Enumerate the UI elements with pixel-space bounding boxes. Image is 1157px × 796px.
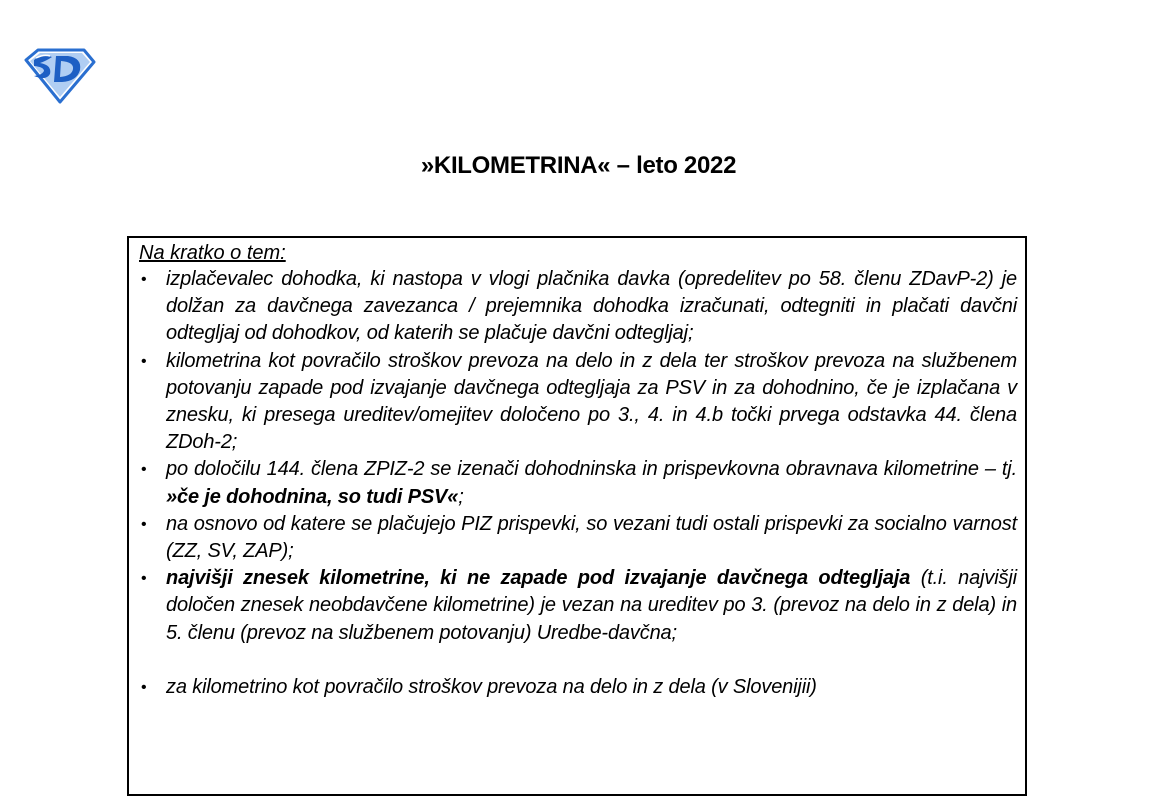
bullet-icon: • bbox=[141, 678, 147, 696]
list-item bbox=[129, 456, 1025, 510]
list-item bbox=[129, 511, 1025, 565]
list-item-bold-text: najvišji znesek kilometrine, ki ne zapade pod izvajanje davčnega odtegljaja bbox=[166, 567, 911, 590]
bullet-icon: • bbox=[141, 352, 147, 370]
bullet-icon: • bbox=[141, 271, 147, 288]
list-item bbox=[129, 266, 1025, 348]
list-item-text: kilometrina kot povračilo stroškov prevoza na delo in z dela ter stroškov prevoza na službenem potovanju zapade pod izvajanje davčnega odtegljaja za PSV in za dohodnino, če je izplačana v znesku, ki presega ureditev/omejitev določeno po 3., 4. in 4.b točki prvega odstavka 44. člena ZDoh-2; bbox=[166, 349, 1017, 454]
list-item bbox=[129, 565, 1025, 647]
summary-box bbox=[127, 236, 1027, 796]
summary-list bbox=[129, 266, 1025, 701]
list-item bbox=[129, 348, 1025, 457]
bullet-icon: • bbox=[141, 515, 147, 533]
list-item-text: po določilu 144. člena ZPIZ-2 se izenači dohodninska in prispevkovna obravnava kilometrine – tj. bbox=[166, 458, 1017, 481]
document-title: »KILOMETRINA« – leto 2022 bbox=[420, 152, 737, 179]
list-item-text: na osnovo od katere se plačujejo PIZ prispevki, so vezani tudi ostali prispevki za socialno varnost (ZZ, SV, ZAP); bbox=[166, 512, 1017, 563]
list-item bbox=[129, 674, 1025, 701]
shield-3d-logo-icon bbox=[22, 48, 96, 104]
list-item-text: (t.i. najvišji določen znesek neobdavčene kilometrine) je vezan na ureditev po 3. (prevoz na delo in z dela) in 5. členu (prevoz na službenem potovanju) Uredbe-davčna; bbox=[166, 567, 1017, 644]
list-item-text: za kilometrino kot povračilo stroškov prevoza na delo in z dela (v Slovenijii) bbox=[166, 675, 817, 698]
list-item-bold-text: »če je dohodnina, so tudi PSV« bbox=[166, 485, 459, 508]
bullet-icon: • bbox=[141, 461, 147, 479]
summary-heading: Na kratko o tem: bbox=[139, 242, 286, 264]
list-item-tail-text: ; bbox=[458, 485, 464, 508]
bullet-icon: • bbox=[141, 570, 147, 588]
list-item-text: izplačevalec dohodka, ki nastopa v vlogi plačnika davka (opredelitev po 58. členu ZDavP-2) je dolžan za davčnega zavezanca / prejemnika dohodka izračunati, odtegniti in plačati davčni odtegljaj od dohodkov, od katerih se plačuje davčni odtegljaj; bbox=[166, 268, 1017, 345]
